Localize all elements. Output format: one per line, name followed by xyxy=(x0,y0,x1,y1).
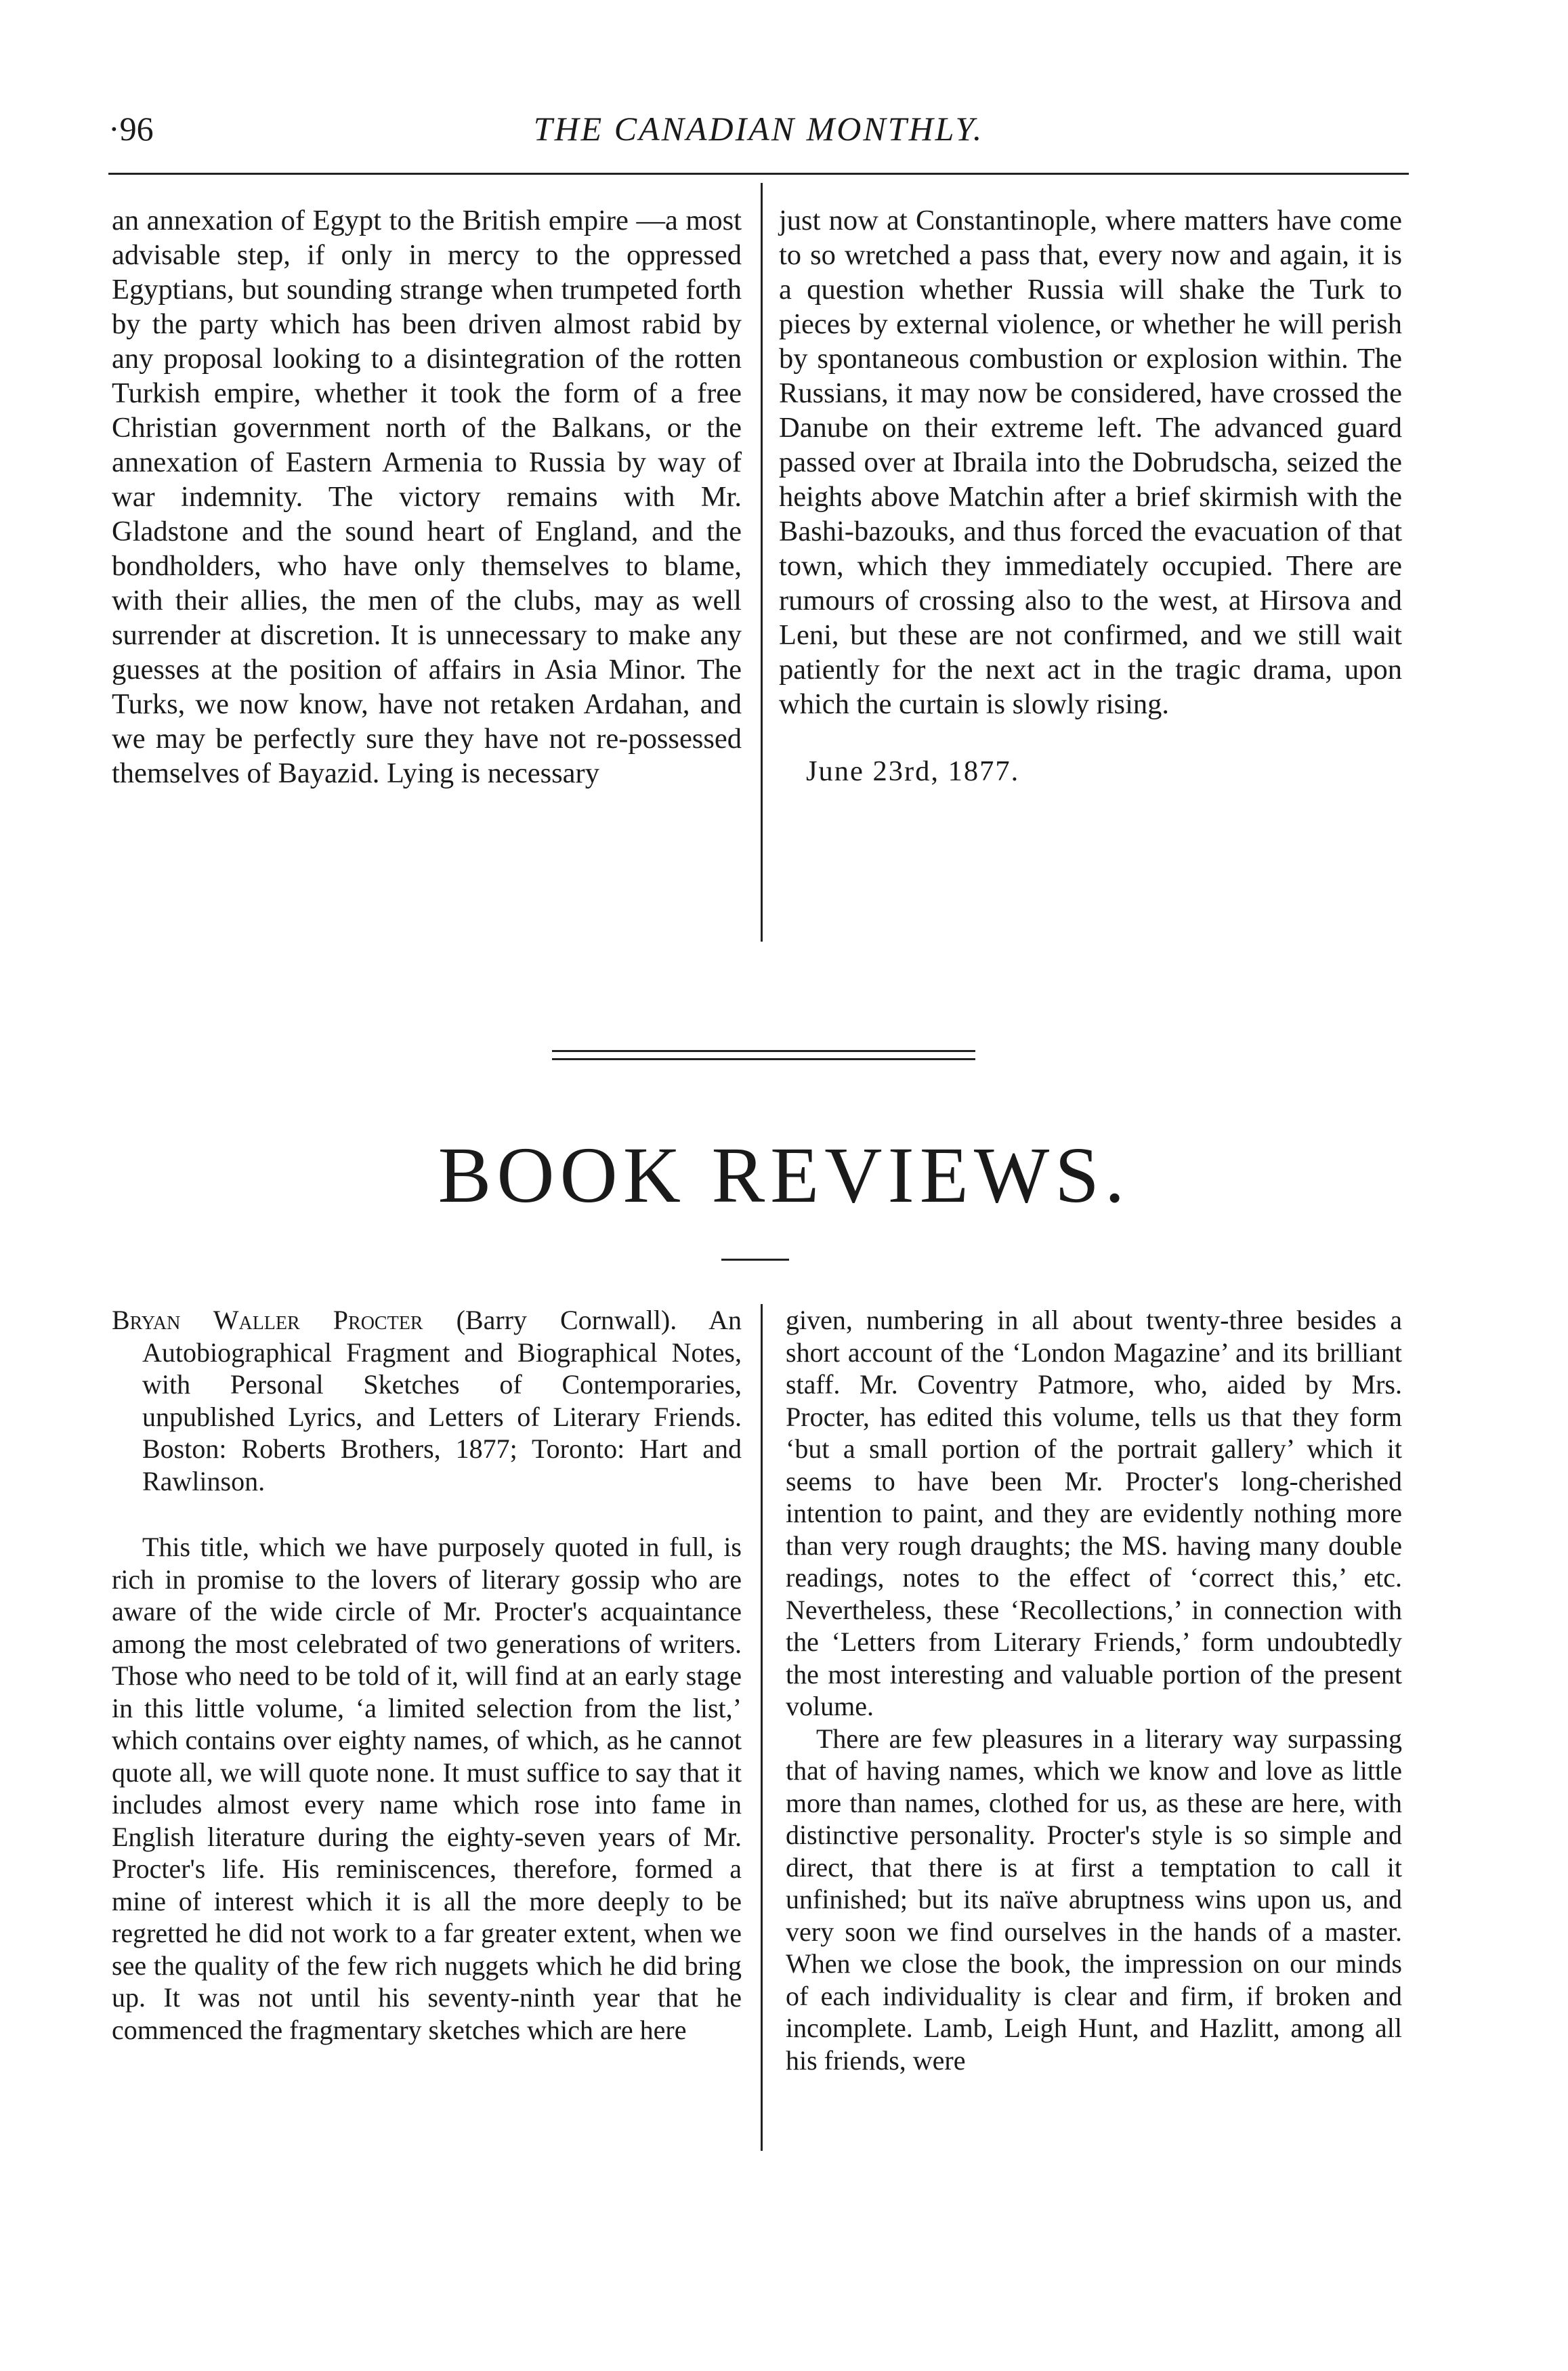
book-citation xyxy=(112,1304,742,1497)
citation-details: (Barry Cornwall). An Autobiographical Fragment and Biographical Notes, with Personal Sketches of Contemporaries, unpublished Lyrics, and Letters of Literary Friends. Boston: Roberts Brothers, 1877; Toronto: Hart and Rawlinson. xyxy=(142,1305,742,1496)
review-paragraph: This title, which we have purposely quoted in full, is rich in promise to the lovers of literary gossip who are aware of the wide circle of Mr. Procter's acquaintance among the most celebrated of two generations of writers. Those who need to be told of it, will find at an early stage in this little volume, ‘a limited selection from the list,’ which contains over eighty names, of which, as he cannot quote all, we will quote none. It must suffice to say that it includes almost every name which rose into fame in English literature during the eighty-seven years of Mr. Procter's life. His reminiscences, therefore, formed a mine of interest which it is all the more deeply to be regretted he did not work to a far greater extent, when we see the quality of the few rich nuggets which he did bring up. It was not until his seventy-ninth year that he commenced the fragmentary sketches which are here xyxy=(112,1532,742,2045)
review-paragraph: given, numbering in all about twenty-three besides a short account of the ‘London Magazine’ and its brilliant staff. Mr. Coventry Patmore, who, aided by Mrs. Procter, has edited this volume, tells us that they form ‘but a small portion of the portrait gallery’ which it seems to have been Mr. Procter's long-cherished intention to paint, and they are evidently nothing more than very rough draughts; the MS. having many double readings, notes to the effect of ‘correct this,’ etc. Nevertheless, these ‘Recollections,’ in connection with the ‘Letters from Literary Friends,’ form undoubtedly the most interesting and valuable portion of the present volume. xyxy=(786,1305,1402,1721)
running-head: THE CANADIAN MONTHLY. xyxy=(533,110,984,148)
dateline: June 23rd, 1877. xyxy=(806,755,1020,787)
body-text: just now at Constantinople, where matters have come to so wretched a pass that, every now and again, it is a question whether Russia will shake the Turk to pieces by external violence, or whether he will perish by spontaneous combustion or explosion within. The Russians, it may now be considered, have crossed the Danube on their extreme left. The advanced guard passed over at Ibraila into the Dobrudscha, seized the heights above Matchin after a brief skirmish with the Bashi-bazouks, and thus forced the evacuation of that town, which they immediately occupied. There are rumours of crossing also to the west, at Hirsova and Leni, but these are not confirmed, and we still wait patiently for the next act in the tragic drama, upon which the curtain is slowly rising. xyxy=(779,205,1402,720)
page-header xyxy=(108,102,1409,156)
body-text: an annexation of Egypt to the British empire —a most advisable step, if only in mercy to the oppressed Egyptians, but sounding strange when trumpeted forth by the party which has been driven almost rabid by any proposal looking to a disintegration of the rotten Turkish empire, whether it took the form of a free Christian government north of the Balkans, or the annexation of Eastern Armenia to Russia by way of war indemnity. The victory remains with Mr. Gladstone and the sound heart of England, and the bondholders, who have only themselves to blame, with their allies, the men of the clubs, may as well surrender at discretion. It is unnecessary to make any guesses at the position of affairs in Asia Minor. The Turks, we now know, have not retaken Ardahan, and we may be perfectly sure they have not re-possessed themselves of Bayazid. Lying is necessary xyxy=(112,205,742,789)
column-divider xyxy=(761,183,763,942)
column-divider xyxy=(761,1304,763,2151)
review-paragraph: There are few pleasures in a literary way surpassing that of having names, which we know and love as little more than names, clothed for us, as these are here, with distinctive personality. Procter's style is so simple and direct, that there is at first a temptation to call it unfinished; but its naïve abruptness wins upon us, and very soon we find ourselves in the hands of a master. When we close the book, the impression on our minds of each individuality is clear and firm, if broken and incomplete. Lamb, Leigh Hunt, and Hazlitt, among all his friends, were xyxy=(786,1723,1402,2076)
section-double-rule-top xyxy=(552,1050,975,1052)
section-double-rule-bottom xyxy=(552,1058,975,1060)
header-rule xyxy=(108,173,1409,175)
top-left-column xyxy=(112,203,742,791)
book-author: Bryan Waller Procter xyxy=(112,1305,423,1335)
review-left-column xyxy=(112,1304,742,2046)
section-title: BOOK REVIEWS. xyxy=(438,1131,1130,1219)
section-short-rule xyxy=(721,1259,789,1261)
top-right-column xyxy=(779,203,1402,789)
review-right-column xyxy=(786,1304,1402,2076)
page-number: ·96 xyxy=(108,110,154,148)
